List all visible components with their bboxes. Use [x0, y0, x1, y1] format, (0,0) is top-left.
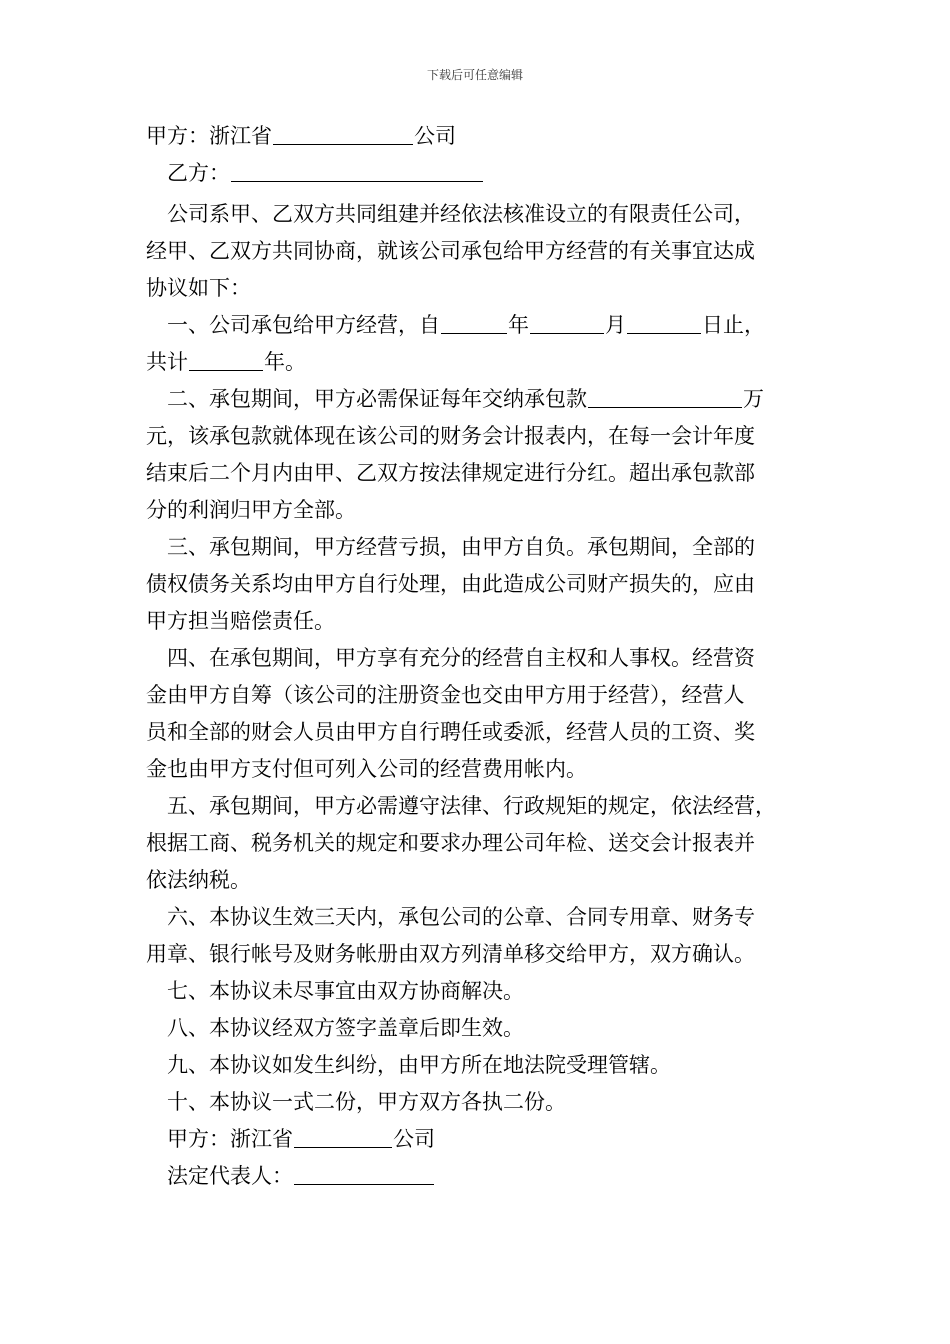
clause-7: 七、本协议未尽事宜由双方协商解决。 — [167, 979, 524, 1003]
clause-9: 九、本协议如发生纠纷，由甲方所在地法院受理管辖。 — [167, 1053, 671, 1077]
clause-3-line-1: 三、承包期间，甲方经营亏损，由甲方自负。承包期间，全部的 — [167, 535, 755, 559]
clause-3-line-2: 债权债务关系均由甲方自行处理，由此造成公司财产损失的，应由 — [146, 572, 755, 596]
signature-legal-rep — [146, 1158, 808, 1195]
intro-line-3: 协议如下： — [146, 276, 251, 300]
clause-10: 十、本协议一式二份，甲方双方各执二份。 — [167, 1090, 566, 1114]
party-a-suffix: 公司 — [414, 124, 456, 148]
clause-4-line-3: 员和全部的财会人员由甲方自行聘任或委派，经营人员的工资、奖 — [146, 720, 755, 744]
clause-2-b: 万 — [743, 387, 764, 411]
intro-line-1: 公司系甲、乙双方共同组建并经依法核准设立的有限责任公司， — [167, 202, 755, 226]
clause-1-f: 年。 — [264, 350, 306, 374]
sign-a-prefix: 甲方：浙江省 — [167, 1127, 293, 1151]
clause-6-line-1: 六、本协议生效三天内，承包公司的公章、合同专用章、财务专 — [167, 905, 755, 929]
sign-a-suffix: 公司 — [393, 1127, 435, 1151]
month-blank — [530, 307, 604, 334]
clause-3-line-3: 甲方担当赔偿责任。 — [146, 609, 335, 633]
clause-8: 八、本协议经双方签字盖章后即生效。 — [167, 1016, 524, 1040]
clause-5-line-3: 依法纳税。 — [146, 868, 251, 892]
clause-4-line-2: 金由甲方自筹（该公司的注册资金也交由甲方用于经营），经营人 — [146, 683, 745, 707]
clause-1-c: 月 — [605, 313, 626, 337]
page-header: 下载后可任意编辑 — [426, 68, 523, 82]
clause-2-line-4: 分的利润归甲方全部。 — [146, 498, 356, 522]
party-a-company-blank — [273, 118, 413, 145]
clause-2-a: 二、承包期间，甲方必需保证每年交纳承包款 — [167, 387, 587, 411]
clause-1-b: 年 — [508, 313, 529, 337]
intro-line-2: 经甲、乙双方共同协商，就该公司承包给甲方经营的有关事宜达成 — [146, 239, 755, 263]
total-years-blank — [189, 344, 263, 371]
clause-2-line-1 — [146, 381, 808, 418]
clause-4-line-4: 金也由甲方支付但可列入公司的经营费用帐内。 — [146, 757, 587, 781]
day-blank — [627, 307, 701, 334]
contract-body — [146, 118, 808, 1195]
clause-1-a: 一、公司承包给甲方经营，自 — [167, 313, 440, 337]
signature-party-a — [146, 1121, 808, 1158]
clause-1-line-2 — [146, 344, 808, 381]
party-b-prefix: 乙方： — [167, 161, 230, 185]
clause-6-line-2: 用章、银行帐号及财务帐册由双方列清单移交给甲方，双方确认。 — [146, 942, 755, 966]
payment-amount-blank — [588, 381, 742, 408]
party-a-line — [146, 118, 808, 155]
clause-1-d: 日止， — [702, 313, 765, 337]
clause-1-line-1 — [146, 307, 808, 344]
clause-5-line-1: 五、承包期间，甲方必需遵守法律、行政规矩的规定，依法经营， — [167, 794, 776, 818]
party-a-prefix: 甲方：浙江省 — [146, 124, 272, 148]
clause-2-line-2: 元，该承包款就体现在该公司的财务会计报表内，在每一会计年度 — [146, 424, 755, 448]
sign-a-company-blank — [294, 1121, 392, 1148]
clause-4-line-1: 四、在承包期间，甲方享有充分的经营自主权和人事权。经营资 — [167, 646, 755, 670]
clause-2-line-3: 结束后二个月内由甲、乙双方按法律规定进行分红。超出承包款部 — [146, 461, 755, 485]
party-b-blank — [231, 155, 483, 182]
legal-rep-blank — [294, 1158, 434, 1185]
clause-1-e: 共计 — [146, 350, 188, 374]
party-b-line — [146, 155, 808, 192]
start-year-blank — [441, 307, 507, 334]
clause-5-line-2: 根据工商、税务机关的规定和要求办理公司年检、送交会计报表并 — [146, 831, 755, 855]
sign-rep-label: 法定代表人： — [167, 1164, 293, 1188]
